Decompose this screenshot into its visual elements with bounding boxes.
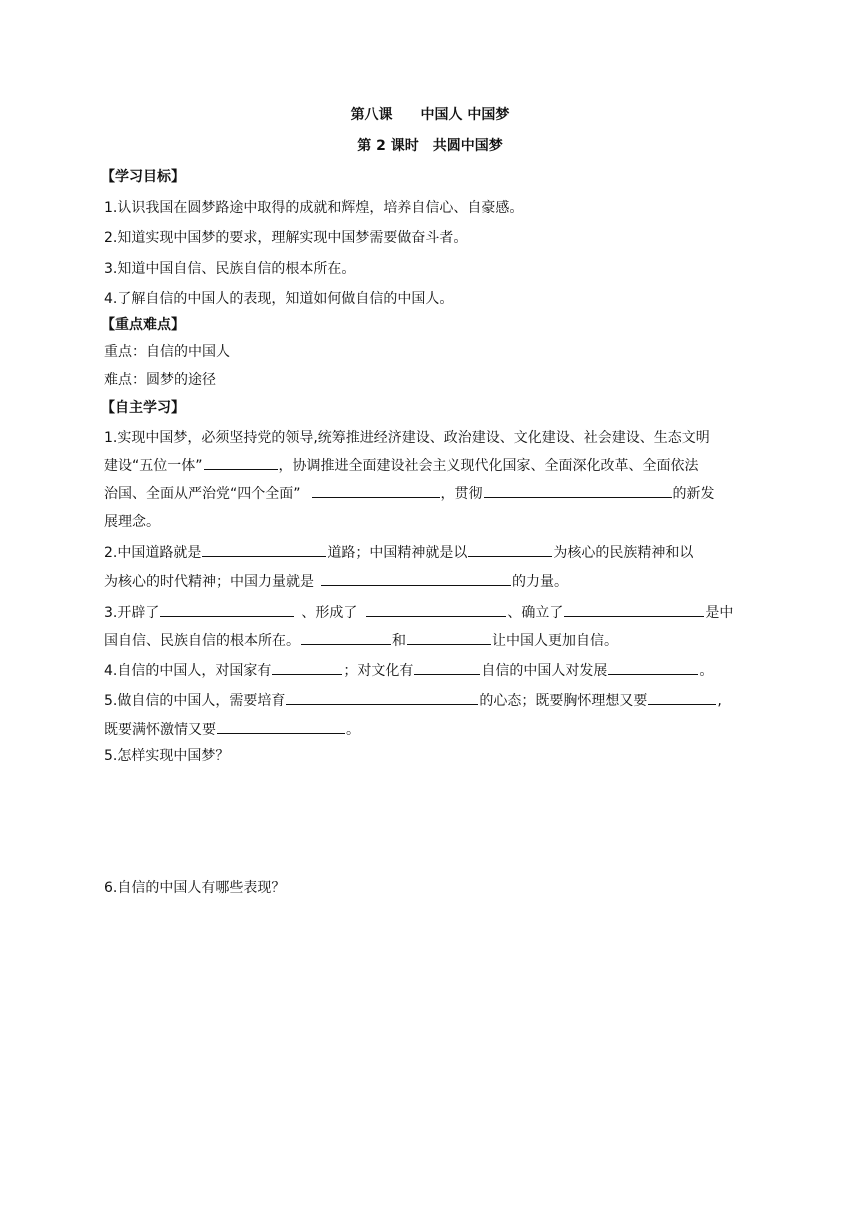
question-1-line-2 <box>104 455 699 475</box>
question-3-text: 和 <box>392 633 406 649</box>
lesson-subtitle: 第 2 课时 共圆中国梦 <box>357 138 503 154</box>
fill-blank[interactable] <box>468 542 552 557</box>
question-2-line-2 <box>104 571 568 591</box>
question-5-text: 。 <box>346 722 360 738</box>
question-1-line-3 <box>104 483 715 503</box>
question-1-text: 治国、全面从严治党“四个全面” <box>104 486 301 502</box>
question-3-text: 让中国人更加自信。 <box>492 633 618 649</box>
fill-blank[interactable] <box>272 660 342 675</box>
question-3-line-1 <box>104 602 733 622</box>
selfstudy-heading: 【自主学习】 <box>101 400 185 416</box>
fill-blank[interactable] <box>414 660 480 675</box>
key-point: 重点：自信的中国人 <box>104 344 230 360</box>
question-1-text: ，贯彻 <box>440 486 483 502</box>
objectives-heading: 【学习目标】 <box>101 169 185 185</box>
question-3-text: 、形成了 <box>301 605 358 621</box>
question-5-text: 的心态；既要胸怀理想又要 <box>479 693 648 709</box>
objective-item-3: 3.知道中国自信、民族自信的根本所在。 <box>104 261 356 277</box>
question-5-line-2 <box>104 719 360 739</box>
fill-blank[interactable] <box>407 630 491 645</box>
fill-blank[interactable] <box>202 542 326 557</box>
fill-blank[interactable] <box>301 630 391 645</box>
objective-item-4: 4.了解自信的中国人的表现，知道如何做自信的中国人。 <box>104 291 454 307</box>
objective-item-1: 1.认识我国在圆梦路途中取得的成就和辉煌，培养自信心、自豪感。 <box>104 200 524 216</box>
question-2-text: 道路；中国精神就是以 <box>327 545 468 561</box>
question-3-line-2 <box>104 630 618 650</box>
fill-blank[interactable] <box>286 690 478 705</box>
question-how-realize: 5.怎样实现中国梦？ <box>104 748 230 764</box>
question-4-text: 。 <box>699 663 714 679</box>
question-3-text: 、确立了 <box>507 605 564 621</box>
question-2-line-1 <box>104 542 693 562</box>
question-2-text: 的力量。 <box>512 574 568 590</box>
question-4-text: ；对文化有 <box>343 663 414 679</box>
question-1-line-4: 展理念。 <box>104 514 160 530</box>
question-5-text: 5.做自信的中国人，需要培育 <box>104 693 286 709</box>
question-1-text: ，协调推进全面建设社会主义现代化国家、全面深化改革、全面依法 <box>278 458 699 474</box>
fill-blank[interactable] <box>608 660 698 675</box>
fill-blank[interactable] <box>204 455 278 470</box>
question-3-text: 3.开辟了 <box>104 605 160 621</box>
fill-blank[interactable] <box>321 571 511 586</box>
question-4-line-1 <box>104 660 713 680</box>
fill-blank[interactable] <box>484 483 672 498</box>
question-1-line-1: 1.实现中国梦，必须坚持党的领导,统筹推进经济建设、政治建设、文化建设、社会建设、生态文明 <box>104 430 710 446</box>
question-5-text: , <box>717 693 722 709</box>
fill-blank[interactable] <box>312 483 440 498</box>
question-5-line-1 <box>104 690 722 710</box>
lesson-title: 第八课 中国人 中国梦 <box>350 107 510 123</box>
fill-blank[interactable] <box>217 719 345 734</box>
question-2-text: 为核心的时代精神；中国力量就是 <box>104 574 314 590</box>
keypoints-heading: 【重点难点】 <box>101 317 185 333</box>
objective-item-2: 2.知道实现中国梦的要求，理解实现中国梦需要做奋斗者。 <box>104 230 468 246</box>
question-3-text: 国自信、民族自信的根本所在。 <box>104 633 300 649</box>
fill-blank[interactable] <box>160 602 294 617</box>
fill-blank[interactable] <box>366 602 506 617</box>
question-1-text: 建设“五位一体” <box>104 458 203 474</box>
question-4-text: 4.自信的中国人，对国家有 <box>104 663 272 679</box>
difficult-point: 难点：圆梦的途径 <box>104 372 216 388</box>
question-2-text: 为核心的民族精神和以 <box>553 545 694 561</box>
fill-blank[interactable] <box>564 602 704 617</box>
question-5-text: 既要满怀激情又要 <box>104 722 216 738</box>
fill-blank[interactable] <box>648 690 716 705</box>
question-3-text: 是中 <box>705 605 734 621</box>
question-1-text: 的新发 <box>672 486 715 502</box>
question-confident-expressions: 6.自信的中国人有哪些表现？ <box>104 880 286 896</box>
question-2-text: 2.中国道路就是 <box>104 545 202 561</box>
question-4-text: 自信的中国人对发展 <box>481 663 608 679</box>
